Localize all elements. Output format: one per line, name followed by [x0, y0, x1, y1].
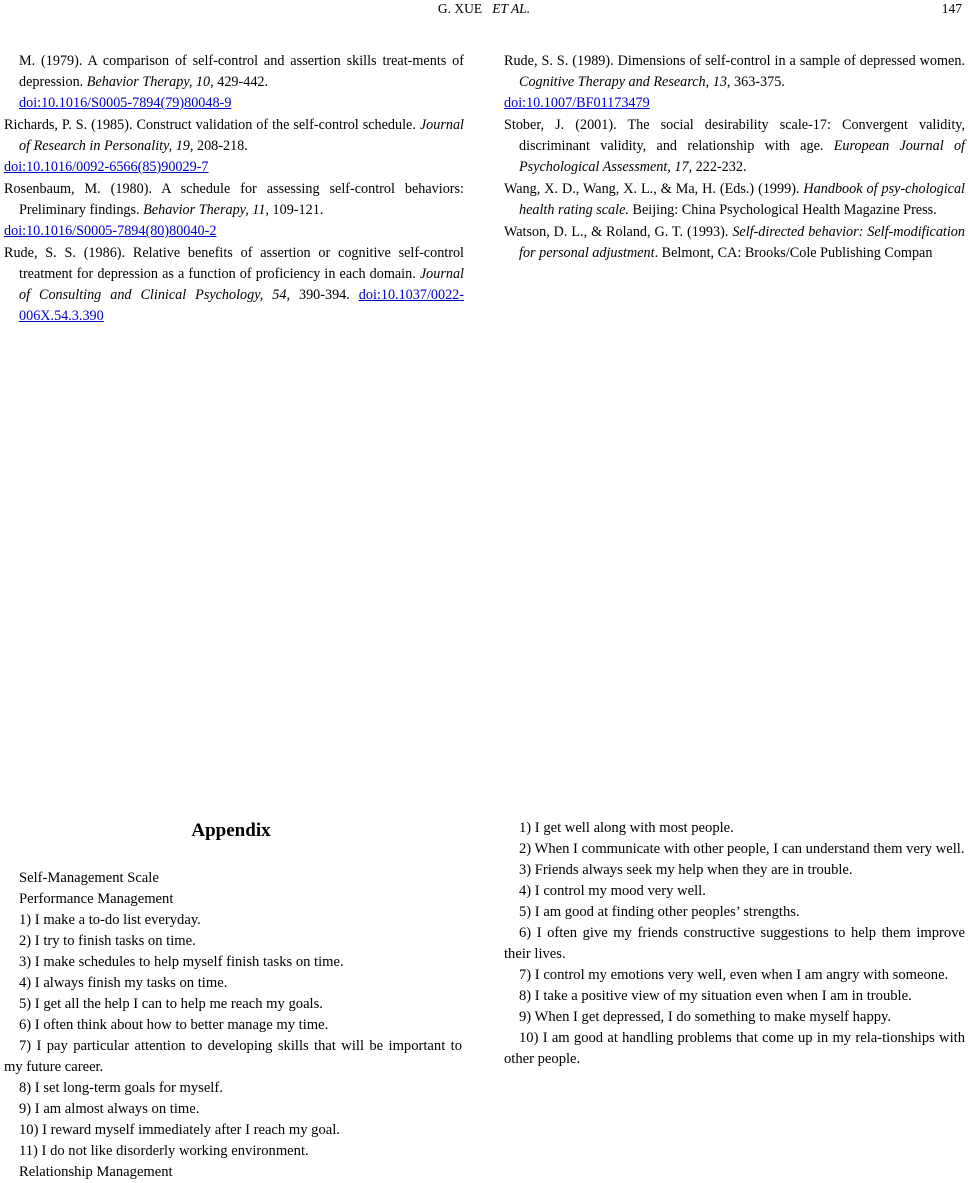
- appendix-item: 8) I take a positive view of my situation even when I am in trouble.: [519, 988, 912, 1004]
- page-number: 147: [941, 1, 962, 16]
- reference-entry: Rude, S. S. (1986). Relative benefits of assertion or cognitive self-control treatment for depression as a function of proficiency in each domain. Journal of Consulting and Clinical Psychology, 54, 390-394. doi:10.1037/0022-006X.54.3.390: [4, 245, 465, 324]
- references-left-column: [4, 51, 464, 328]
- page-header: [0, 0, 968, 20]
- appendix-item: 7) I pay particular attention to developing skills that will be important to my future career.: [4, 1038, 462, 1075]
- reference-entry: Richards, P. S. (1985). Construct validation of the self-control schedule. Journal of Research in Personality, 19, 208-218. doi:10.1016/0092-6566(85)90029-7: [4, 115, 464, 178]
- appendix-item: 11) I do not like disorderly working environment.: [19, 1143, 309, 1159]
- appendix-item: 3) Friends always seek my help when they are in trouble.: [519, 862, 853, 878]
- appendix-item: 6) I often think about how to better manage my time.: [19, 1017, 329, 1033]
- appendix-item: 9) I am almost always on time.: [19, 1101, 200, 1117]
- appendix-item: 6) I often give my friends constructive suggestions to help them improve their lives.: [504, 925, 965, 962]
- appendix-item: 8) I set long-term goals for myself.: [19, 1080, 223, 1096]
- appendix-item: 10) I reward myself immediately after I reach my goal.: [19, 1122, 340, 1138]
- running-head-etal: ET AL.: [492, 1, 531, 16]
- doi-link[interactable]: doi:10.1016/0092-6566(85)90029-7: [4, 159, 209, 175]
- appendix-item: 2) When I communicate with other people, I can understand them very well.: [519, 841, 965, 857]
- reference-entry: Wang, X. D., Wang, X. L., & Ma, H. (Eds.) (1999). Handbook of psy-chological health rating scale. Beijing: China Psychological Health Magazine Press.: [504, 181, 965, 218]
- appendix-item: 1) I get well along with most people.: [519, 820, 734, 836]
- appendix-item: 7) I control my emotions very well, even when I am angry with someone.: [519, 967, 949, 983]
- doi-link[interactable]: doi:10.1016/S0005-7894(80)80040-2: [4, 223, 217, 239]
- doi-link[interactable]: doi:10.1007/BF01173479: [504, 95, 650, 111]
- running-head-author: G. XUE: [437, 1, 483, 16]
- appendix-scale-title: Self-Management Scale: [19, 870, 159, 886]
- appendix-item: 1) I make a to-do list everyday.: [19, 912, 201, 928]
- doi-link[interactable]: doi:10.1037/0022-006X.54.3.390: [19, 287, 465, 324]
- appendix-left-column: [4, 868, 462, 1183]
- appendix-item: 3) I make schedules to help myself finish tasks on time.: [19, 954, 344, 970]
- reference-entry: Rosenbaum, M. (1980). A schedule for assessing self-control behaviors: Preliminary findings. Behavior Therapy, 11, 109-121. doi:10.1016/S0005-7894(80)80040-2: [4, 179, 464, 242]
- references-right-column: [504, 51, 965, 265]
- appendix-item: 2) I try to finish tasks on time.: [19, 933, 196, 949]
- appendix-item: 10) I am good at handling problems that come up in my rela-tionships with other people.: [504, 1030, 965, 1067]
- appendix-item: 5) I get all the help I can to help me reach my goals.: [19, 996, 323, 1012]
- reference-entry: Rude, S. S. (1989). Dimensions of self-control in a sample of depressed women. Cognitive Therapy and Research, 13, 363-375. doi:10.1007/BF01173479: [504, 51, 965, 114]
- reference-entry: M. (1979). A comparison of self-control and assertion skills treat-ments of depression. Behavior Therapy, 10, 429-442. doi:10.1016/S0005-7894(79)80048-9: [4, 51, 464, 114]
- appendix-item: 4) I control my mood very well.: [519, 883, 706, 899]
- reference-entry: Watson, D. L., & Roland, G. T. (1993). Self-directed behavior: Self-modification for personal adjustment. Belmont, CA: Brooks/Cole Publishing Compan: [504, 224, 965, 261]
- running-head: [0, 1, 968, 17]
- doi-link[interactable]: doi:10.1016/S0005-7894(79)80048-9: [19, 95, 232, 111]
- reference-entry: Stober, J. (2001). The social desirability scale-17: Convergent validity, discriminant validity, and relationship with age. European Journal of Psychological Assessment, 17, 222-232.: [504, 117, 965, 175]
- appendix-section-heading: Performance Management: [19, 891, 174, 907]
- appendix-item: 4) I always finish my tasks on time.: [19, 975, 228, 991]
- appendix-heading: Appendix: [191, 820, 271, 841]
- appendix-item: 5) I am good at finding other peoples’ strengths.: [519, 904, 800, 920]
- appendix-section-heading: Relationship Management: [19, 1164, 173, 1180]
- appendix-item: 9) When I get depressed, I do something to make myself happy.: [519, 1009, 892, 1025]
- appendix-right-column: [504, 818, 965, 1070]
